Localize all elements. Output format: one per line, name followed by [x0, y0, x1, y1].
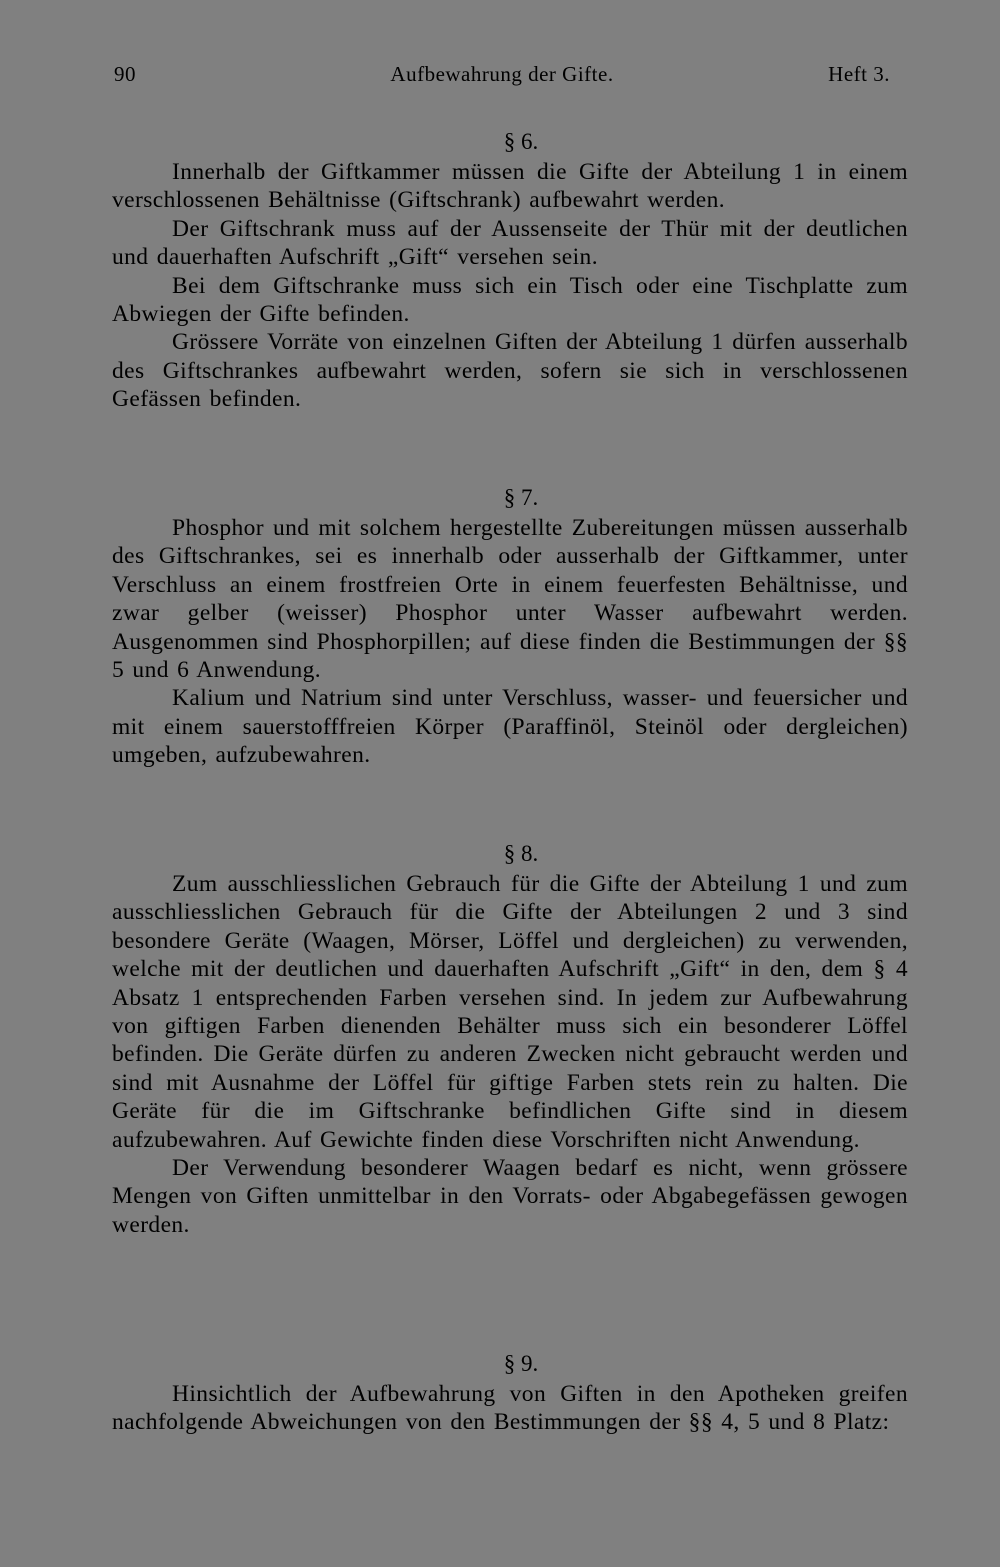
- section-8: [112, 840, 908, 1239]
- paragraph: Kalium und Natrium sind unter Verschluss, wasser- und feuersicher und mit einem sauerstofffreien Körper (Paraffinöl, Steinöl oder dergleichen) umgeben, aufzubewahren.: [112, 685, 908, 769]
- paragraph: Der Giftschrank muss auf der Aussenseite der Thür mit der deutlichen und dauerhaften Aufschrift „Gift“ versehen sein.: [112, 215, 908, 271]
- section-heading: § 8.: [503, 841, 539, 866]
- section-9: [112, 1350, 908, 1437]
- section-heading: § 6.: [503, 129, 539, 154]
- paragraph: Grössere Vorräte von einzelnen Giften der Abteilung 1 dürfen ausserhalb des Giftschrankes aufbewahrt werden, sofern sie sich in verschlossenen Gefässen befinden.: [112, 329, 908, 413]
- paragraph: Der Verwendung besonderer Waagen bedarf es nicht, wenn grössere Mengen von Giften unmittelbar in den Vorrats- oder Abgabegefässen gewogen werden.: [112, 1155, 908, 1238]
- issue-label: Heft 3.: [828, 62, 890, 86]
- paragraph: Bei dem Giftschranke muss sich ein Tisch oder eine Tischplatte zum Abwiegen der Gifte befinden.: [112, 272, 908, 328]
- paragraph: Zum ausschliesslichen Gebrauch für die Gifte der Abteilung 1 und zum ausschliesslichen Gebrauch für die Gifte der Abteilungen 2 und 3 sind besondere Geräte (Waagen, Mörser, Löffel und dergleichen) zu verwenden, welche mit der deutlichen und dauerhaften Aufschrift „Gift“ in den, dem § 4 Absatz 1 entsprechenden Farben versehen sind. In jedem zur Aufbewahrung von giftigen Farben dienenden Behälter muss sich ein besonderer Löffel befinden. Die Geräte dürfen zu anderen Zwecken nicht gebraucht werden und sind mit Ausnahme der Löffel für giftige Farben stets rein zu halten. Die Geräte für die im Giftschranke befindlichen Gifte sind in diesem aufzubewahren. Auf Gewichte finden diese Vorschriften nicht Anwendung.: [112, 871, 908, 1153]
- paragraph: Phosphor und mit solchem hergestellte Zubereitungen müssen ausserhalb des Giftschrankes, sei es innerhalb oder ausserhalb der Giftkammer, unter Verschluss an einem frostfreien Orte in einem feuerfesten Behältnisse, und zwar gelber (weisser) Phosphor unter Wasser aufbewahrt werden. Ausgenommen sind Phosphorpillen; auf diese finden die Bestimmungen der §§ 5 und 6 Anwendung.: [112, 515, 908, 684]
- section-heading: § 9.: [503, 1351, 539, 1376]
- section-6: [112, 128, 908, 414]
- section-heading: § 7.: [503, 485, 539, 510]
- paragraph: Innerhalb der Giftkammer müssen die Gifte der Abteilung 1 in einem verschlossenen Behältnisse (Giftschrank) aufbewahrt werden.: [112, 159, 908, 214]
- section-7: [112, 484, 908, 770]
- page-header: [112, 62, 892, 94]
- paragraph: Hinsichtlich der Aufbewahrung von Giften in den Apotheken greifen nachfolgende Abweichungen von den Bestimmungen der §§ 4, 5 und 8 Platz:: [112, 1381, 908, 1436]
- running-title: Aufbewahrung der Gifte.: [390, 62, 614, 86]
- page-number: 90: [114, 62, 136, 86]
